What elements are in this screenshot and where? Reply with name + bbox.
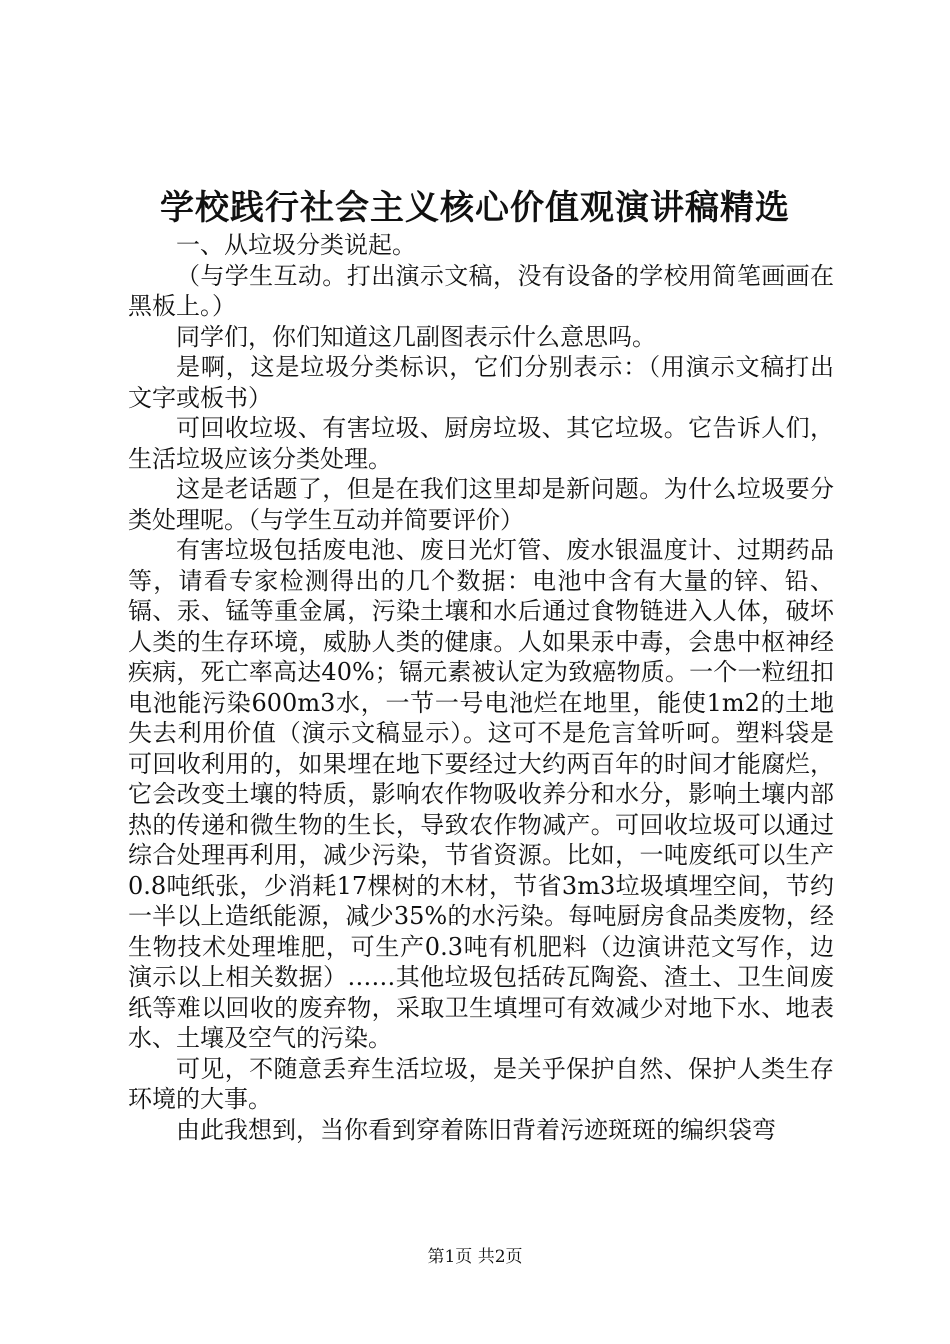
- paragraph: 一、从垃圾分类说起。: [176, 231, 416, 259]
- document-title: 学校践行社会主义核心价值观演讲稿精选: [160, 188, 790, 228]
- paragraph: 这是老话题了，但是在我们这里却是新问题。为什么垃圾要分类处理呢。（与学生互动并简要评价）: [128, 475, 834, 534]
- document-body: [128, 230, 834, 1145]
- paragraph: 可见，不随意丢弃生活垃圾，是关乎保护自然、保护人类生存环境的大事。: [128, 1054, 834, 1113]
- paragraph: 是啊，这是垃圾分类标识，它们分别表示：（用演示文稿打出文字或板书）: [128, 353, 834, 412]
- page-number: 第1页 共2页: [427, 1247, 523, 1267]
- paragraph: 可回收垃圾、有害垃圾、厨房垃圾、其它垃圾。它告诉人们，生活垃圾应该分类处理。: [128, 414, 834, 473]
- paragraph: 由此我想到，当你看到穿着陈旧背着污迹斑斑的编织袋弯: [176, 1115, 776, 1144]
- paragraph: （与学生互动。打出演示文稿，没有设备的学校用简笔画画在黑板上。）: [128, 261, 834, 320]
- paragraph: 有害垃圾包括废电池、废日光灯管、废水银温度计、过期药品等，请看专家检测得出的几个数据：电池中含有大量的锌、铅、镉、汞、锰等重金属，污染土壤和水后通过食物链进入人体，破坏人类的生存环境，威胁人类的健康。人如果汞中毒，会患中枢神经疾病，死亡率高达40%；镉元素被认定为致癌物质。一个一粒纽扣电池能污染600m3水，一节一号电池烂在地里，能使1m2的土地失去利用价值（演示文稿显示）。这可不是危言耸听呵。塑料袋是可回收利用的，如果埋在地下要经过大约两百年的时间才能腐烂，它会改变土壤的特质，影响农作物吸收养分和水分，影响土壤内部热的传递和微生物的生长，导致农作物减产。可回收垃圾可以通过综合处理再利用，减少污染，节省资源。比如，一吨废纸可以生产0.8吨纸张，少消耗17棵树的木材，节省3m3垃圾填埋空间，节约一半以上造纸能源，减少35%的水污染。每吨厨房食品类废物，经生物技术处理堆肥，可生产0.3吨有机肥料（边演讲范文写作，边演示以上相关数据）……其他垃圾包括砖瓦陶瓷、渣土、卫生间废纸等难以回收的废弃物，采取卫生填埋可有效减少对地下水、地表水、土壤及空气的污染。: [128, 536, 834, 1052]
- paragraph: 同学们，你们知道这几副图表示什么意思吗。: [176, 322, 656, 351]
